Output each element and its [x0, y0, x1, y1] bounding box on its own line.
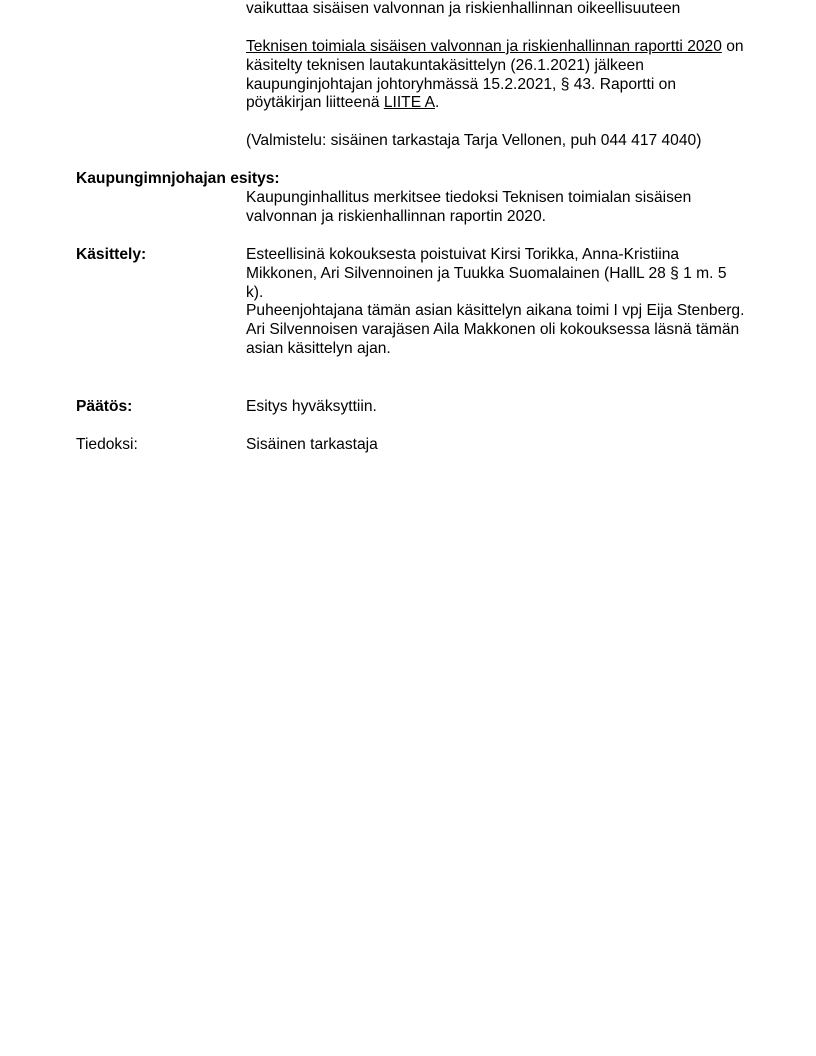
report-link[interactable]: Teknisen toimiala sisäisen valvonnan ja riskienhallinnan raportti 2020 [246, 38, 722, 55]
notice-text: Sisäinen tarkastaja [246, 436, 378, 453]
handling-line-3: Ari Silvennoisen varajäsen Aila Makkonen oli kokouksessa läsnä tämän asian käsittelyn ajan. [246, 321, 740, 357]
preparation-note: (Valmistelu: sisäinen tarkastaja Tarja Vellonen, puh 044 417 4040) [246, 132, 702, 149]
decision-label: Päätös: [76, 398, 133, 415]
report-text: on käsitelty teknisen lautakuntakäsittelyn (26.1.2021) jälkeen kaupunginjohtajan johtoryhmässä 15.2.2021, § 43. Raportti on pöytäkirjan liitteenä [246, 38, 744, 112]
report-text-end: . [434, 94, 440, 112]
attachment-link[interactable]: LIITE A [383, 94, 435, 112]
decision-text: Esitys hyväksyttiin. [246, 398, 377, 415]
handling-label: Käsittely: [76, 246, 147, 263]
handling-line-1: Esteellisinä kokouksesta poistuivat Kirsi Torikka, Anna-Kristiina Mikkonen, Ari Silvennoinen ja Tuukka Suomalainen (HallL 28 § 1 m. 5 k). [246, 246, 727, 301]
proposal-label: Kaupungimnjohajan esitys: [76, 170, 280, 187]
notice-label: Tiedoksi: [76, 436, 138, 453]
handling-line-2: Puheenjohtajana tämän asian käsittelyn aikana toimi I vpj Eija Stenberg. [246, 302, 745, 320]
proposal-text: Kaupunginhallitus merkitsee tiedoksi Teknisen toimialan sisäisen valvonnan ja riskienhallinnan raportin 2020. [246, 189, 692, 225]
handling-text [246, 246, 746, 359]
report-paragraph [246, 38, 746, 113]
intro-line: vaikuttaa sisäisen valvonnan ja riskienhallinnan oikeellisuuteen [246, 0, 681, 17]
